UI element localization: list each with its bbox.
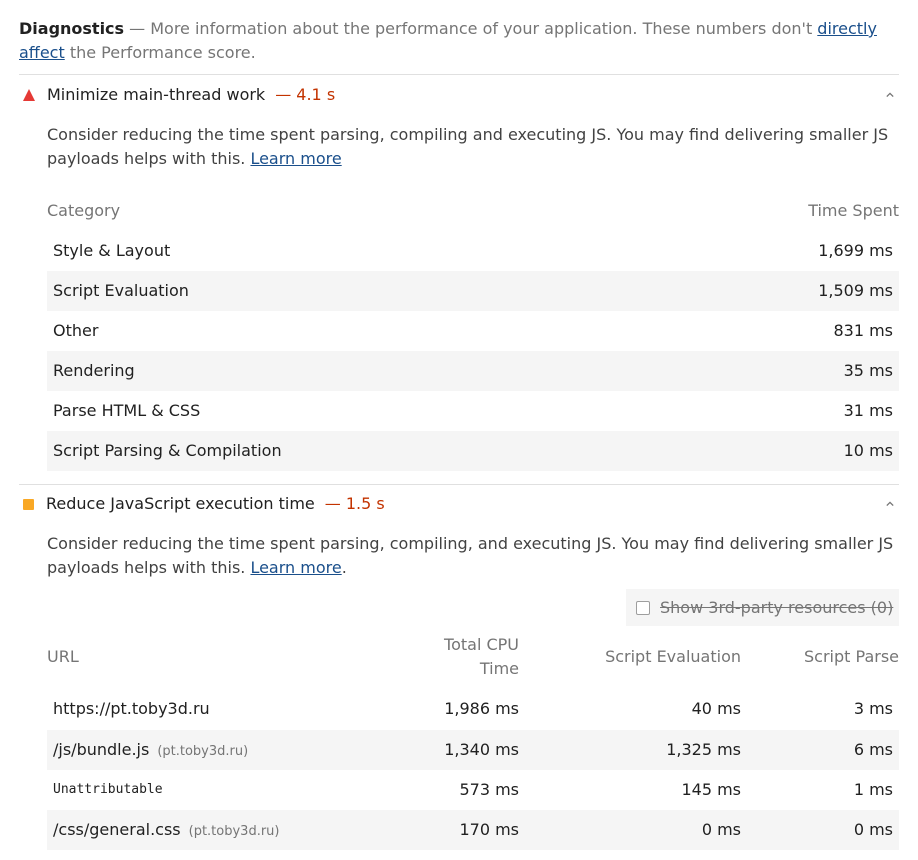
time-cell: 1,509 ms [818, 281, 893, 300]
diagnostics-description-end: the Performance score. [64, 43, 256, 62]
url-host: (pt.toby3d.ru) [157, 744, 249, 759]
table-row [47, 311, 899, 351]
column-header-script-evaluation: Script Evaluation [605, 647, 741, 666]
time-cell: 831 ms [833, 321, 893, 340]
divider [19, 74, 899, 75]
diagnostics-description: — More information about the performance of your application. These numbers don't [124, 19, 818, 38]
column-header-script-parse: Script Parse [804, 647, 899, 666]
script-parse-cell: 6 ms [853, 740, 893, 759]
url-cell [53, 770, 163, 810]
url-text: /js/bundle.js [53, 740, 150, 759]
audit-description [47, 532, 899, 580]
table-row [47, 431, 899, 471]
category-cell: Script Evaluation [53, 281, 189, 300]
third-party-filter[interactable] [626, 589, 899, 626]
third-party-label[interactable]: Show 3rd-party resources (0) [660, 598, 894, 617]
script-eval-cell: 40 ms [691, 699, 741, 718]
category-cell: Script Parsing & Compilation [53, 441, 282, 460]
audit-header-js-execution[interactable] [46, 492, 385, 516]
table-row [47, 231, 899, 271]
audit-value: — 4.1 s [275, 85, 336, 104]
chevron-up-icon[interactable] [886, 91, 894, 99]
table-row [47, 770, 899, 810]
table-row [47, 810, 899, 850]
url-host: (pt.toby3d.ru) [188, 824, 280, 839]
column-header-url: URL [47, 647, 79, 666]
audit-description [47, 123, 899, 171]
cpu-time-cell: 170 ms [459, 820, 519, 839]
third-party-checkbox[interactable] [636, 601, 650, 615]
audit-header-main-thread[interactable] [47, 83, 335, 107]
table-row [47, 391, 899, 431]
category-cell: Rendering [53, 361, 135, 380]
audit-title: Reduce JavaScript execution time [46, 494, 315, 513]
time-cell: 1,699 ms [818, 241, 893, 260]
script-parse-cell: 1 ms [853, 780, 893, 799]
column-header-total-cpu-time: Total CPU Time [444, 635, 519, 678]
learn-more-link[interactable]: Learn more [250, 558, 342, 577]
script-eval-cell: 0 ms [701, 820, 741, 839]
url-cell[interactable] [53, 730, 248, 772]
divider [19, 484, 899, 485]
url-cell[interactable] [53, 689, 210, 729]
category-cell: Other [53, 321, 99, 340]
warning-triangle-icon [23, 89, 35, 101]
script-parse-cell: 0 ms [853, 820, 893, 839]
table-row [47, 271, 899, 311]
time-cell: 35 ms [843, 361, 893, 380]
diagnostics-title: Diagnostics [19, 19, 125, 38]
audit-description-text: Consider reducing the time spent parsing, compiling and executing JS. You may find delivering smaller JS payloads helps with this. [47, 125, 889, 168]
average-square-icon [23, 499, 34, 510]
script-eval-cell: 145 ms [681, 780, 741, 799]
url-text: /css/general.css [53, 820, 181, 839]
audit-title: Minimize main-thread work [47, 85, 266, 104]
category-cell: Parse HTML & CSS [53, 401, 201, 420]
url-text: Unattributable [53, 782, 163, 797]
cpu-time-cell: 573 ms [459, 780, 519, 799]
cpu-time-cell: 1,986 ms [444, 699, 519, 718]
time-cell: 31 ms [843, 401, 893, 420]
cpu-time-cell: 1,340 ms [444, 740, 519, 759]
script-eval-cell: 1,325 ms [666, 740, 741, 759]
table-row [47, 351, 899, 391]
audit-value: — 1.5 s [324, 494, 385, 513]
column-header-category: Category [47, 201, 121, 220]
learn-more-link[interactable]: Learn more [250, 149, 342, 168]
audit-description-text: Consider reducing the time spent parsing, compiling, and executing JS. You may find delivering smaller JS payloads helps with this. [47, 534, 894, 577]
diagnostics-header [19, 17, 899, 65]
url-text: https://pt.toby3d.ru [53, 699, 210, 718]
time-cell: 10 ms [843, 441, 893, 460]
url-cell[interactable] [53, 810, 280, 852]
table-row [47, 689, 899, 729]
column-header-time-spent: Time Spent [808, 201, 899, 220]
directly-affect-link[interactable]: directly affect [19, 19, 877, 62]
chevron-up-icon[interactable] [886, 500, 894, 508]
table-row [47, 730, 899, 770]
script-parse-cell: 3 ms [853, 699, 893, 718]
punctuation: . [341, 558, 347, 577]
category-cell: Style & Layout [53, 241, 171, 260]
